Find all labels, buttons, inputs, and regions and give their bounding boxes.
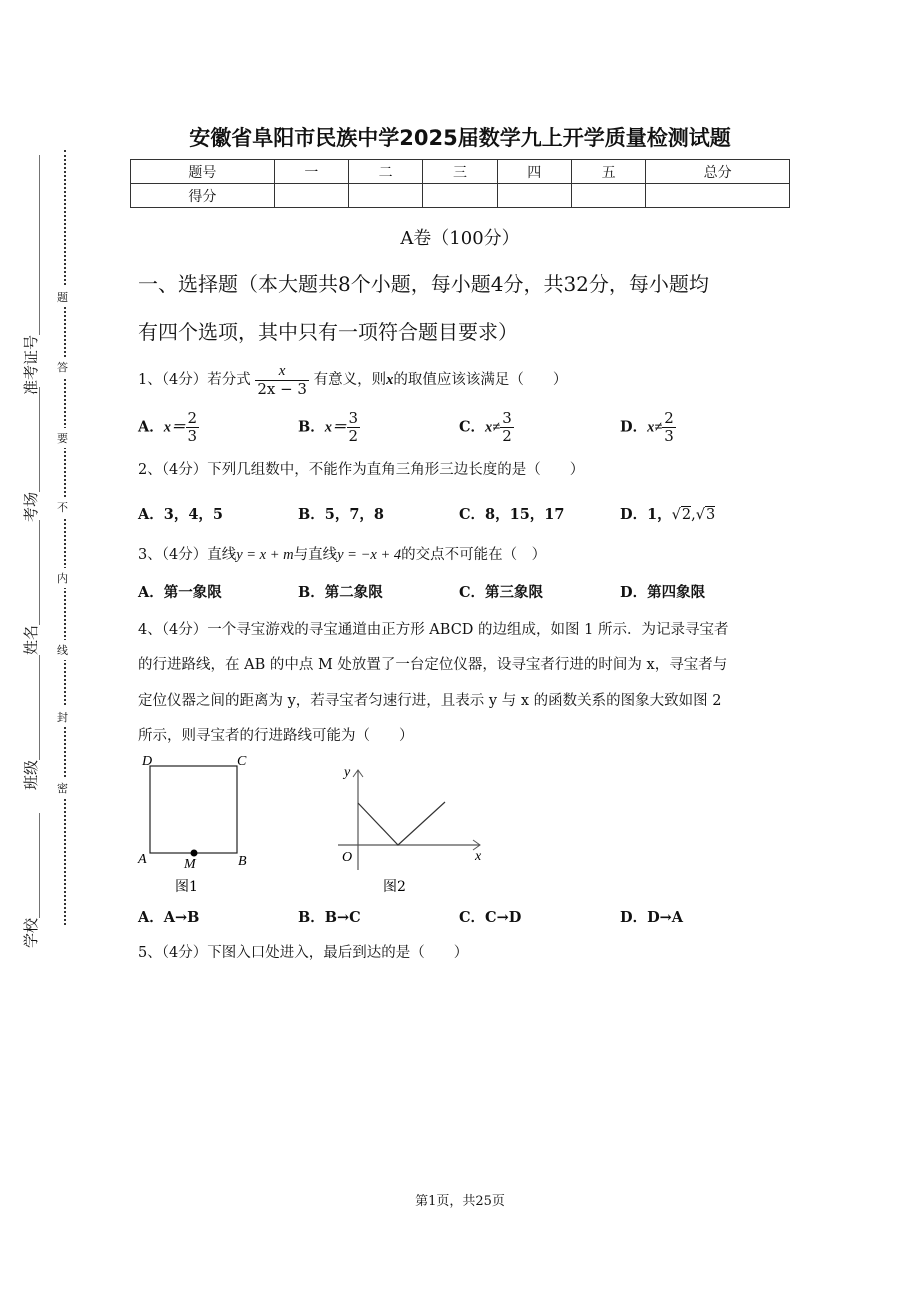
- section-heading-line1: 一、选择题（本大题共8个小题，每小题4分，共32分，每小题均: [138, 272, 709, 296]
- seal-char: 要: [57, 428, 68, 448]
- label-x: x: [475, 849, 482, 864]
- header-cell: 题号: [131, 160, 275, 184]
- radicand: 3: [706, 507, 716, 523]
- label-o: O: [342, 850, 353, 865]
- variable: x: [386, 372, 394, 388]
- page-footer: 第1页，共25页: [415, 1194, 505, 1209]
- fraction: [255, 362, 309, 398]
- seal-char: 线: [57, 640, 68, 660]
- exam-title: 安徽省阜阳市民族中学2025届数学九上开学质量检测试题: [189, 126, 731, 150]
- question-5: 5、（4分）下图入口处进入，最后到达的是（ ）: [138, 945, 469, 961]
- row-label: 得分: [131, 184, 275, 208]
- q3-option-a[interactable]: [138, 581, 222, 602]
- field-label: 考场: [22, 491, 40, 522]
- q1-option-c[interactable]: [459, 410, 514, 445]
- field-label: 姓名: [22, 624, 40, 655]
- question-4-line: 定位仪器之间的距离为 y，若寻宝者匀速行进，且表示 y 与 x 的函数关系的图象大致如图 2: [138, 693, 722, 709]
- q2-option-c[interactable]: C．8，15，17: [459, 506, 565, 523]
- denominator: 3: [187, 427, 198, 445]
- q4-option-d[interactable]: D．D→A: [620, 909, 684, 926]
- denominator: 2: [502, 427, 512, 445]
- figure-1-caption: 图1: [175, 879, 198, 895]
- q3-option-d[interactable]: D．第四象限: [620, 584, 706, 601]
- numerator: 3: [348, 409, 359, 427]
- fraction: [500, 410, 514, 445]
- label-b: B: [238, 854, 247, 869]
- option-lhs: x＝: [163, 419, 186, 436]
- equation: y = x + m: [236, 547, 294, 563]
- figure-2-graph: [338, 765, 482, 895]
- figure-1-square: [137, 754, 247, 895]
- seal-char: 不: [57, 497, 68, 517]
- score-cell: [497, 184, 571, 208]
- option-label: C．: [459, 418, 486, 436]
- numerator: x: [278, 363, 286, 379]
- score-table: [130, 159, 790, 208]
- question-3: [138, 543, 546, 564]
- numerator: 3: [502, 409, 512, 427]
- denominator: 2x − 3: [257, 380, 307, 398]
- q2-option-a[interactable]: A．3，4，5: [138, 506, 224, 523]
- score-cell: [349, 184, 423, 208]
- q1-option-d[interactable]: [620, 410, 676, 445]
- q1-option-b[interactable]: [298, 410, 360, 445]
- q4-option-b[interactable]: B．B→C: [298, 909, 361, 926]
- option-text: A．第一象限: [138, 584, 222, 601]
- question-4-line: 的行进路线，在 AB 的中点 M 处放置了一台定位仪器，设寻宝者行进的时间为 x，寻宝者与: [138, 657, 728, 673]
- fraction: [186, 410, 200, 445]
- question-2: 2、（4分）下列几组数中，不能作为直角三角形三边长度的是（ ）: [138, 462, 585, 478]
- seal-char: 密: [57, 778, 68, 798]
- option-label: B．: [298, 418, 325, 436]
- option-label: D．: [620, 418, 648, 436]
- label-y: y: [344, 765, 351, 780]
- q4-figures: [130, 750, 510, 900]
- score-cell: [274, 184, 348, 208]
- field-school: 学校______________: [22, 812, 40, 948]
- seal-char: 内: [57, 568, 68, 588]
- fraction: [347, 410, 361, 445]
- field-class: 班级______________: [22, 654, 40, 790]
- q-text: 的交点不可能在（ ）: [401, 547, 547, 563]
- volume-heading: A卷（100分）: [400, 228, 520, 249]
- option-lhs: x＝: [324, 419, 347, 436]
- field-room: 考场______________: [22, 386, 40, 522]
- numerator: 2: [664, 409, 674, 427]
- label-m: M: [184, 857, 196, 872]
- score-cell: [646, 184, 790, 208]
- option-label: A．: [138, 418, 164, 436]
- denominator: 2: [348, 427, 359, 445]
- fraction: [662, 410, 676, 445]
- q4-option-a[interactable]: A．A→B: [138, 909, 200, 926]
- figure-2-caption: 图2: [383, 879, 406, 895]
- field-label: 准考证号: [22, 334, 40, 395]
- numerator: 2: [187, 409, 198, 427]
- seal-char: 封: [57, 707, 68, 727]
- table-row: [131, 184, 790, 208]
- field-label: 班级: [22, 759, 40, 790]
- q-text: 3、（4分）直线: [138, 547, 237, 563]
- seal-char: 题: [57, 287, 68, 307]
- label-c: C: [237, 754, 247, 769]
- score-cell: [571, 184, 645, 208]
- field-label: 学校: [22, 917, 40, 948]
- q-text: 1、（4分）若分式: [138, 372, 251, 388]
- option-lhs: x≠: [647, 419, 663, 436]
- section-heading-line2: 有四个选项，其中只有一项符合题目要求）: [138, 320, 518, 344]
- header-cell: 总分: [646, 160, 790, 184]
- field-ticket: 准考证号________________________: [22, 154, 40, 395]
- score-cell: [423, 184, 497, 208]
- header-cell: 五: [571, 160, 645, 184]
- header-cell: 二: [349, 160, 423, 184]
- seal-char: 答: [57, 357, 68, 377]
- q-text: 有意义，则: [313, 372, 387, 388]
- question-4-line: 所示，则寻宝者的行进路线可能为（ ）: [138, 728, 414, 744]
- q-text: 的取值应该该满足（ ）: [393, 372, 568, 388]
- field-name: 姓名______________: [22, 519, 40, 655]
- header-cell: 一: [274, 160, 348, 184]
- equation: y = −x + 4: [337, 547, 402, 563]
- q2-option-d[interactable]: D．1，√2,√3: [620, 506, 716, 523]
- label-a: A: [138, 852, 147, 867]
- question-1: [138, 362, 567, 398]
- q3-option-c[interactable]: C．第三象限: [459, 584, 544, 601]
- option-label: D．1，: [620, 506, 672, 523]
- table-row: [131, 160, 790, 184]
- q1-option-a[interactable]: [138, 410, 199, 445]
- header-cell: 三: [423, 160, 497, 184]
- q3-option-b[interactable]: B．第二象限: [298, 584, 383, 601]
- question-4-line: 4、（4分）一个寻宝游戏的寻宝通道由正方形 ABCD 的边组成，如图 1 所示．为记录寻宝者: [138, 622, 729, 638]
- seal-line: [64, 150, 66, 925]
- q4-option-c[interactable]: C．C→D: [459, 909, 522, 926]
- label-d: D: [142, 754, 153, 769]
- header-cell: 四: [497, 160, 571, 184]
- denominator: 3: [664, 427, 674, 445]
- radicand: 2: [681, 507, 692, 523]
- option-lhs: x≠: [485, 419, 501, 436]
- q-text: 与直线: [293, 547, 338, 563]
- q2-option-b[interactable]: B．5，7，8: [298, 506, 385, 523]
